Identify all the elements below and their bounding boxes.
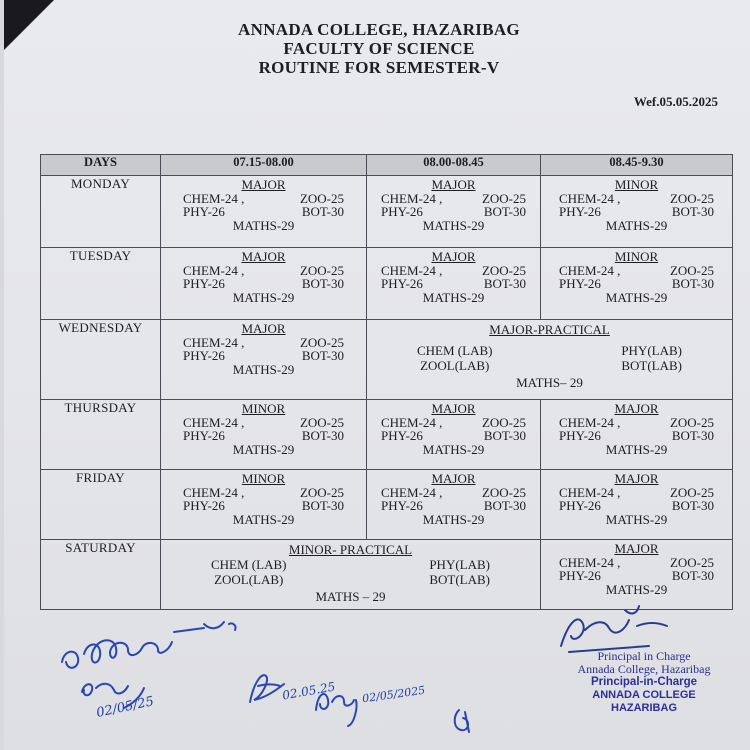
slot-type: MAJOR: [431, 471, 476, 486]
practical-cell: [161, 540, 541, 610]
bot-code: BOT-30: [671, 276, 714, 291]
header-slot-1: 07.15-08.00: [161, 155, 367, 176]
signature-1: [54, 612, 264, 727]
header-slot-3: 08.45-9.30: [541, 155, 733, 176]
slot-type: MAJOR: [431, 249, 476, 264]
slot-type: MINOR: [614, 249, 659, 264]
maths-code: MATHS-29: [422, 511, 485, 527]
zoo-code: ZOO-25: [299, 190, 344, 206]
maths-code: MATHS-29: [422, 217, 485, 233]
bot-code: BOT-30: [671, 428, 714, 443]
slot-cell: [161, 320, 367, 400]
slot-type: MAJOR: [241, 249, 286, 264]
zool-lab: ZOOL(LAB): [420, 358, 490, 373]
slot-type: MAJOR: [241, 321, 286, 336]
header-days: DAYS: [41, 155, 161, 176]
chem-code: CHEM-24 ,: [183, 262, 245, 278]
phy-code: PHY-26: [381, 204, 423, 219]
signature-mark: [449, 706, 479, 741]
phy-code: PHY-26: [381, 276, 423, 291]
phy-lab: PHY(LAB): [429, 557, 490, 572]
zoo-code: ZOO-25: [481, 190, 526, 206]
practical-cell: [367, 320, 733, 400]
slot-type: MAJOR: [241, 177, 286, 192]
slot-cell: [161, 400, 367, 470]
bot-code: BOT-30: [301, 276, 344, 291]
table-row: [41, 320, 733, 400]
document-paper: [4, 0, 750, 750]
bot-code: BOT-30: [483, 276, 526, 291]
chem-code: CHEM-24 ,: [559, 554, 621, 570]
chem-lab: CHEM (LAB): [211, 557, 287, 572]
chem-code: CHEM-24 ,: [183, 190, 245, 206]
phy-code: PHY-26: [183, 498, 225, 513]
stamp-line-4: ANNADA COLLEGE: [592, 689, 696, 701]
chem-code: CHEM-24 ,: [381, 414, 443, 430]
table-row: [41, 400, 733, 470]
phy-code: PHY-26: [559, 204, 601, 219]
maths-code: MATHS-29: [232, 217, 295, 233]
phy-lab: PHY(LAB): [621, 343, 682, 358]
effective-date: Wef.05.05.2025: [633, 94, 718, 109]
maths-code: MATHS-29: [422, 289, 485, 305]
day-cell: THURSDAY: [41, 400, 161, 470]
bot-code: BOT-30: [483, 498, 526, 513]
maths-code: MATHS-29: [232, 511, 295, 527]
slot-type: MAJOR: [431, 401, 476, 416]
table-row: [41, 176, 733, 248]
table-header-row: [41, 155, 733, 176]
maths-lab: MATHS – 29: [315, 589, 386, 604]
zoo-code: ZOO-25: [669, 190, 714, 206]
phy-code: PHY-26: [381, 428, 423, 443]
bot-code: BOT-30: [301, 498, 344, 513]
header-slot-2: 08.00-08.45: [367, 155, 541, 176]
principal-stamp: [549, 650, 739, 715]
chem-code: CHEM-24 ,: [559, 190, 621, 206]
bot-code: BOT-30: [301, 428, 344, 443]
zoo-code: ZOO-25: [481, 484, 526, 500]
stamp-line-1: Principal in Charge: [597, 649, 691, 663]
day-cell: WEDNESDAY: [41, 320, 161, 400]
table-row: [41, 540, 733, 610]
phy-code: PHY-26: [381, 498, 423, 513]
maths-code: MATHS-29: [605, 217, 668, 233]
slot-type: MAJOR: [431, 177, 476, 192]
table-row: [41, 248, 733, 320]
bot-code: BOT-30: [671, 498, 714, 513]
phy-code: PHY-26: [559, 498, 601, 513]
zoo-code: ZOO-25: [481, 262, 526, 278]
phy-code: PHY-26: [559, 568, 601, 583]
slot-cell: [541, 470, 733, 540]
bot-code: BOT-30: [671, 568, 714, 583]
bot-code: BOT-30: [301, 348, 344, 363]
bot-code: BOT-30: [301, 204, 344, 219]
bot-code: BOT-30: [671, 204, 714, 219]
routine-table: [40, 154, 733, 610]
table-row: [41, 470, 733, 540]
chem-code: CHEM-24 ,: [183, 484, 245, 500]
zoo-code: ZOO-25: [299, 262, 344, 278]
maths-lab: MATHS– 29: [516, 375, 583, 390]
bot-code: BOT-30: [483, 428, 526, 443]
chem-code: CHEM-24 ,: [183, 334, 245, 350]
bot-lab: BOT(LAB): [429, 572, 490, 587]
slot-cell: [161, 470, 367, 540]
slot-cell: [161, 248, 367, 320]
maths-code: MATHS-29: [232, 441, 295, 457]
practical-title: MAJOR-PRACTICAL: [489, 322, 610, 337]
phy-code: PHY-26: [183, 348, 225, 363]
zoo-code: ZOO-25: [669, 414, 714, 430]
bot-code: BOT-30: [483, 204, 526, 219]
faculty-name: FACULTY OF SCIENCE: [283, 39, 475, 58]
document-heading: [4, 20, 750, 77]
slot-cell: [541, 176, 733, 248]
slot-cell: [161, 176, 367, 248]
day-cell: MONDAY: [41, 176, 161, 248]
maths-code: MATHS-29: [605, 289, 668, 305]
stamp-line-2: Annada College, Hazaribag: [577, 662, 711, 676]
maths-code: MATHS-29: [605, 511, 668, 527]
slot-type: MINOR: [614, 177, 659, 192]
zoo-code: ZOO-25: [669, 262, 714, 278]
chem-code: CHEM-24 ,: [381, 190, 443, 206]
phy-code: PHY-26: [183, 204, 225, 219]
maths-code: MATHS-29: [232, 289, 295, 305]
zoo-code: ZOO-25: [299, 484, 344, 500]
phy-code: PHY-26: [559, 428, 601, 443]
phy-code: PHY-26: [183, 276, 225, 291]
stamp-line-3: Principal-in-Charge: [590, 676, 698, 688]
day-cell: TUESDAY: [41, 248, 161, 320]
sig-date-1: 02.05.25: [281, 679, 337, 703]
zoo-code: ZOO-25: [669, 554, 714, 570]
zoo-code: ZOO-25: [299, 334, 344, 350]
phy-code: PHY-26: [183, 428, 225, 443]
slot-type: MAJOR: [614, 541, 659, 556]
chem-code: CHEM-24 ,: [559, 414, 621, 430]
sig-date-3: 02/05/2025: [361, 683, 427, 706]
chem-code: CHEM-24 ,: [559, 484, 621, 500]
maths-code: MATHS-29: [605, 441, 668, 457]
slot-cell: [541, 248, 733, 320]
bot-lab: BOT(LAB): [621, 358, 682, 373]
chem-code: CHEM-24 ,: [559, 262, 621, 278]
slot-type: MAJOR: [614, 401, 659, 416]
slot-cell: [541, 400, 733, 470]
day-cell: SATURDAY: [41, 540, 161, 610]
slot-cell: [367, 248, 541, 320]
zoo-code: ZOO-25: [481, 414, 526, 430]
chem-code: CHEM-24 ,: [381, 262, 443, 278]
phy-code: PHY-26: [559, 276, 601, 291]
slot-cell: [367, 176, 541, 248]
chem-code: CHEM-24 ,: [381, 484, 443, 500]
maths-code: MATHS-29: [232, 361, 295, 377]
routine-title: ROUTINE FOR SEMESTER-V: [258, 58, 500, 77]
college-name: ANNADA COLLEGE, HAZARIBAG: [238, 20, 520, 39]
maths-code: MATHS-29: [605, 581, 668, 597]
zool-lab: ZOOL(LAB): [214, 572, 284, 587]
maths-code: MATHS-29: [422, 441, 485, 457]
chem-code: CHEM-24 ,: [183, 414, 245, 430]
sig-date-2: 02/05/25: [95, 694, 156, 721]
zoo-code: ZOO-25: [299, 414, 344, 430]
stamp-line-5: HAZARIBAG: [611, 702, 677, 714]
slot-cell: [541, 540, 733, 610]
slot-type: MAJOR: [614, 471, 659, 486]
chem-lab: CHEM (LAB): [417, 343, 493, 358]
day-cell: FRIDAY: [41, 470, 161, 540]
zoo-code: ZOO-25: [669, 484, 714, 500]
slot-cell: [367, 470, 541, 540]
slot-cell: [367, 400, 541, 470]
slot-type: MINOR: [241, 471, 286, 486]
practical-title: MINOR- PRACTICAL: [288, 542, 413, 557]
slot-type: MINOR: [241, 401, 286, 416]
